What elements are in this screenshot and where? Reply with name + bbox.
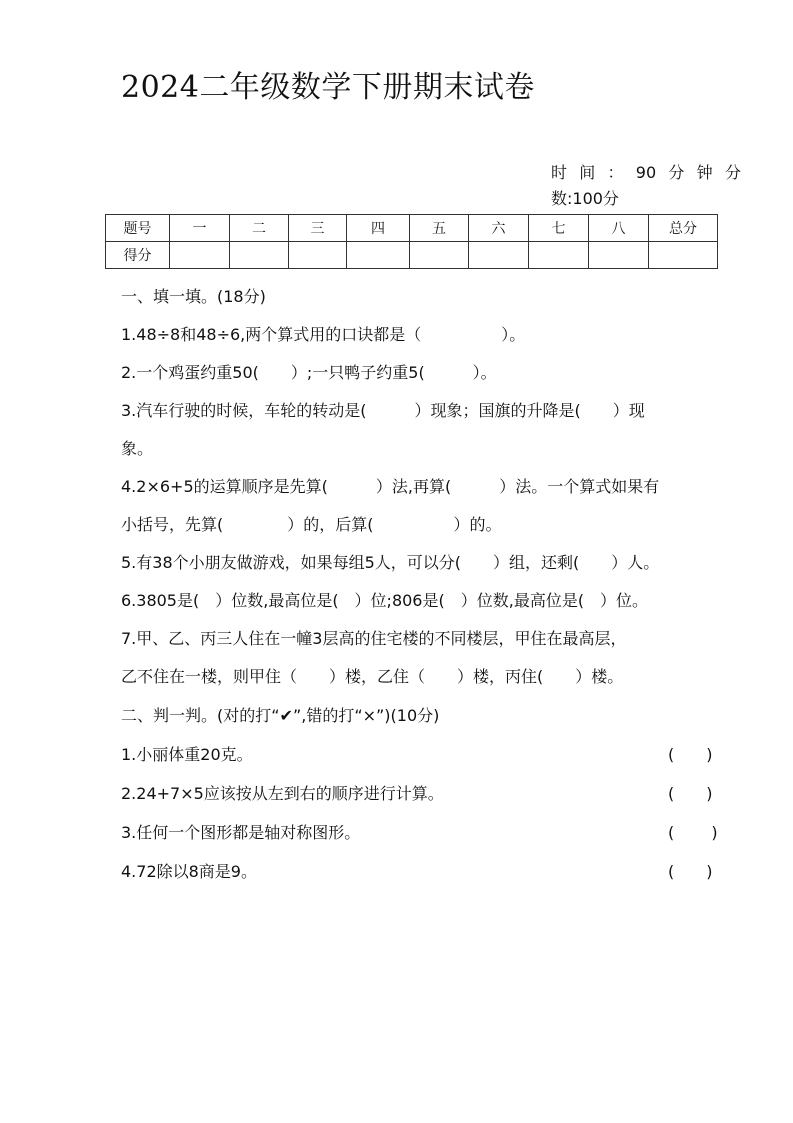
score-header-cell: 三 [289, 215, 347, 242]
judge-answer-bracket[interactable]: ( ) [668, 862, 713, 881]
fill-question-line: 1.48÷8和48÷6,两个算式用的口诀都是（ ）。 [121, 325, 526, 344]
fill-question-line: 3.汽车行驶的时候，车轮的转动是( ）现象；国旗的升降是( ）现 [121, 401, 645, 420]
time-info-char: 分 [724, 163, 741, 182]
judge-answer-bracket[interactable]: ( ) [668, 784, 713, 803]
score-header-cell: 六 [469, 215, 529, 242]
judge-answer-bracket[interactable]: ( ) [668, 823, 718, 842]
score-entry-cell[interactable] [289, 242, 347, 269]
time-info-line-2: 数:100分 [551, 189, 619, 208]
score-entry-cell[interactable] [589, 242, 649, 269]
time-info-char: 钟 [696, 163, 713, 182]
judge-item-text: 4.72除以8商是9。 [121, 862, 257, 881]
score-header-cell: 二 [230, 215, 289, 242]
fill-question-line: 6.3805是( ）位数,最高位是( ）位;806是( ）位数,最高位是( ）位。 [121, 591, 649, 610]
fill-question-line: 7.甲、乙、丙三人住在一幢3层高的住宅楼的不同楼层，甲住在最高层， [121, 629, 627, 648]
score-row-label: 得分 [106, 242, 170, 269]
score-header-cell: 总分 [649, 215, 718, 242]
score-header-cell: 一 [170, 215, 230, 242]
judge-item [121, 852, 746, 891]
score-header-cell: 题号 [106, 215, 170, 242]
time-info-char: 90 [635, 163, 657, 182]
time-info-char: 间 [579, 163, 596, 182]
score-table-score-row [106, 242, 718, 269]
exam-content [121, 278, 746, 891]
time-score-info [551, 160, 741, 212]
fill-question-line: 2.一个鸡蛋约重50( ）;一只鸭子约重5( ）。 [121, 363, 497, 382]
judge-item-text: 2.24+7×5应该按从左到右的顺序进行计算。 [121, 784, 444, 803]
score-header-cell: 八 [589, 215, 649, 242]
judge-item [121, 735, 746, 774]
score-header-cell: 七 [529, 215, 589, 242]
fill-question-line: 4.2×6+5的运算顺序是先算( ）法,再算( ）法。一个算式如果有 [121, 477, 660, 496]
fill-question-line: 象。 [121, 439, 154, 458]
time-info-char: 分 [668, 163, 685, 182]
time-info-line-1 [551, 160, 741, 186]
exam-title: 2024二年级数学下册期末试卷 [121, 70, 535, 105]
time-info-char: ： [607, 163, 624, 182]
judge-item-text: 1.小丽体重20克。 [121, 745, 253, 764]
judge-answer-bracket[interactable]: ( ) [668, 745, 713, 764]
judge-item [121, 774, 746, 813]
score-entry-cell[interactable] [347, 242, 410, 269]
score-entry-cell[interactable] [410, 242, 469, 269]
judge-item [121, 813, 746, 852]
score-entry-cell[interactable] [469, 242, 529, 269]
score-entry-cell[interactable] [649, 242, 718, 269]
score-table-header-row [106, 215, 718, 242]
score-header-cell: 四 [347, 215, 410, 242]
score-header-cell: 五 [410, 215, 469, 242]
section-1-heading: 一、填一填。(18分) [121, 287, 266, 306]
score-entry-cell[interactable] [230, 242, 289, 269]
fill-question-line: 5.有38个小朋友做游戏，如果每组5人，可以分( ）组，还剩( ）人。 [121, 553, 660, 572]
score-entry-cell[interactable] [170, 242, 230, 269]
score-entry-cell[interactable] [529, 242, 589, 269]
section-2-heading: 二、判一判。(对的打“✔”,错的打“×”)(10分) [121, 706, 440, 725]
score-table [105, 214, 718, 269]
judge-item-text: 3.任何一个图形都是轴对称图形。 [121, 823, 361, 842]
fill-question-line: 乙不住在一楼，则甲住（ ）楼，乙住（ ）楼，丙住( ）楼。 [121, 667, 624, 686]
time-info-char: 时 [551, 163, 568, 182]
fill-question-line: 小括号，先算( ）的，后算( ）的。 [121, 515, 502, 534]
